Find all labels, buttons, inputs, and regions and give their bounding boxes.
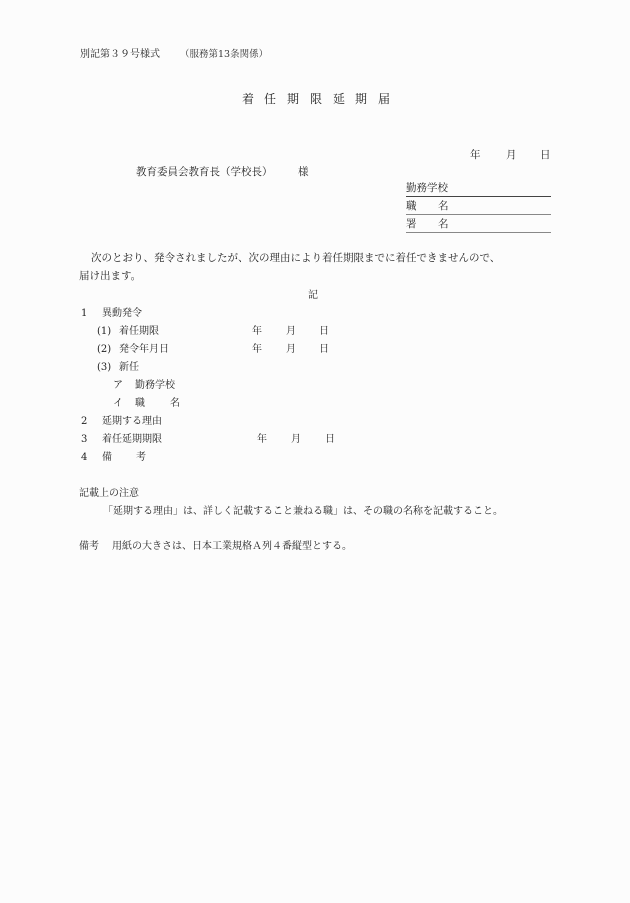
- body-line-2: 届け出ます。: [79, 270, 142, 282]
- sender-position-field[interactable]: [406, 199, 551, 215]
- item-1-3-i-label-1: 職: [135, 398, 145, 409]
- item-1-3-label: 新任: [119, 362, 139, 373]
- item-1-2-year: 年: [252, 344, 262, 355]
- sender-school-field[interactable]: [406, 181, 551, 197]
- sender-signature-field[interactable]: [406, 217, 551, 233]
- item-1-1-year: 年: [252, 326, 262, 337]
- item-1-3-i-marker: イ: [113, 398, 123, 409]
- remarks-label: 備考: [79, 541, 99, 552]
- remarks: [79, 541, 352, 552]
- item-2-label: 延期する理由: [102, 416, 162, 427]
- title-char: 届: [378, 92, 391, 106]
- sender-position-label-2: 名: [438, 200, 449, 212]
- item-1-number: 1: [81, 308, 88, 319]
- item-1-3-number: (3): [97, 362, 112, 373]
- sender-position-label-1: 職: [406, 200, 417, 212]
- sender-signature-label-2: 名: [438, 218, 449, 230]
- body-line-1: 次のとおり、発令されましたが、次の理由により着任期限までに着任できませんので、: [91, 252, 501, 264]
- item-2-number: 2: [81, 416, 88, 427]
- sender-school-label: 勤務学校: [406, 182, 448, 194]
- item-3-day: 日: [325, 434, 335, 445]
- item-1-2-month: 月: [286, 344, 296, 355]
- title-char: 任: [264, 92, 277, 106]
- item-1-3-i-label-2: 名: [170, 398, 180, 409]
- remarks-text: 用紙の大きさは、日本工業規格Ａ列４番縦型とする。: [112, 541, 352, 552]
- addressee-honorific: 様: [298, 166, 309, 178]
- title-char: 期: [355, 92, 368, 106]
- ki-heading: 記: [308, 290, 318, 301]
- item-1-2-number: (2): [97, 344, 112, 355]
- item-1-3-a-label: 勤務学校: [135, 380, 175, 391]
- item-1-2-day: 日: [319, 344, 329, 355]
- date-month-label: 月: [506, 149, 517, 161]
- item-4-label-1: 備: [102, 452, 112, 463]
- notes-heading: 記載上の注意: [79, 488, 139, 499]
- item-1-3-a-marker: ア: [113, 380, 123, 391]
- addressee: 教育委員会教育長（学校長）: [136, 166, 273, 178]
- item-1-2-label: 発令年月日: [119, 344, 169, 355]
- date-year-label: 年: [470, 149, 481, 161]
- title-char: 期: [287, 92, 300, 106]
- sender-signature-label-1: 署: [406, 218, 417, 230]
- form-number: 別記第３９号様式: [80, 49, 160, 60]
- item-4-number: 4: [81, 452, 88, 463]
- title-char: 着: [242, 92, 255, 106]
- form-reference: （服務第13条関係）: [180, 49, 269, 60]
- notes-text: 「延期する理由」は、詳しく記載すること兼ねる職」は、その職の名称を記載すること。: [103, 506, 503, 517]
- date-day-label: 日: [540, 149, 551, 161]
- item-1-1-number: (1): [97, 326, 112, 337]
- item-1-1-label: 着任期限: [119, 326, 159, 337]
- item-4-label-2: 考: [136, 452, 146, 463]
- title-char: 限: [310, 92, 323, 106]
- item-3-label: 着任延期期限: [102, 434, 162, 445]
- title-char: 延: [333, 92, 346, 106]
- item-3-month: 月: [291, 434, 301, 445]
- item-1-1-month: 月: [286, 326, 296, 337]
- item-1-1-day: 日: [319, 326, 329, 337]
- item-1-label: 異動発令: [102, 308, 142, 319]
- item-3-number: 3: [81, 434, 88, 445]
- item-3-year: 年: [257, 434, 267, 445]
